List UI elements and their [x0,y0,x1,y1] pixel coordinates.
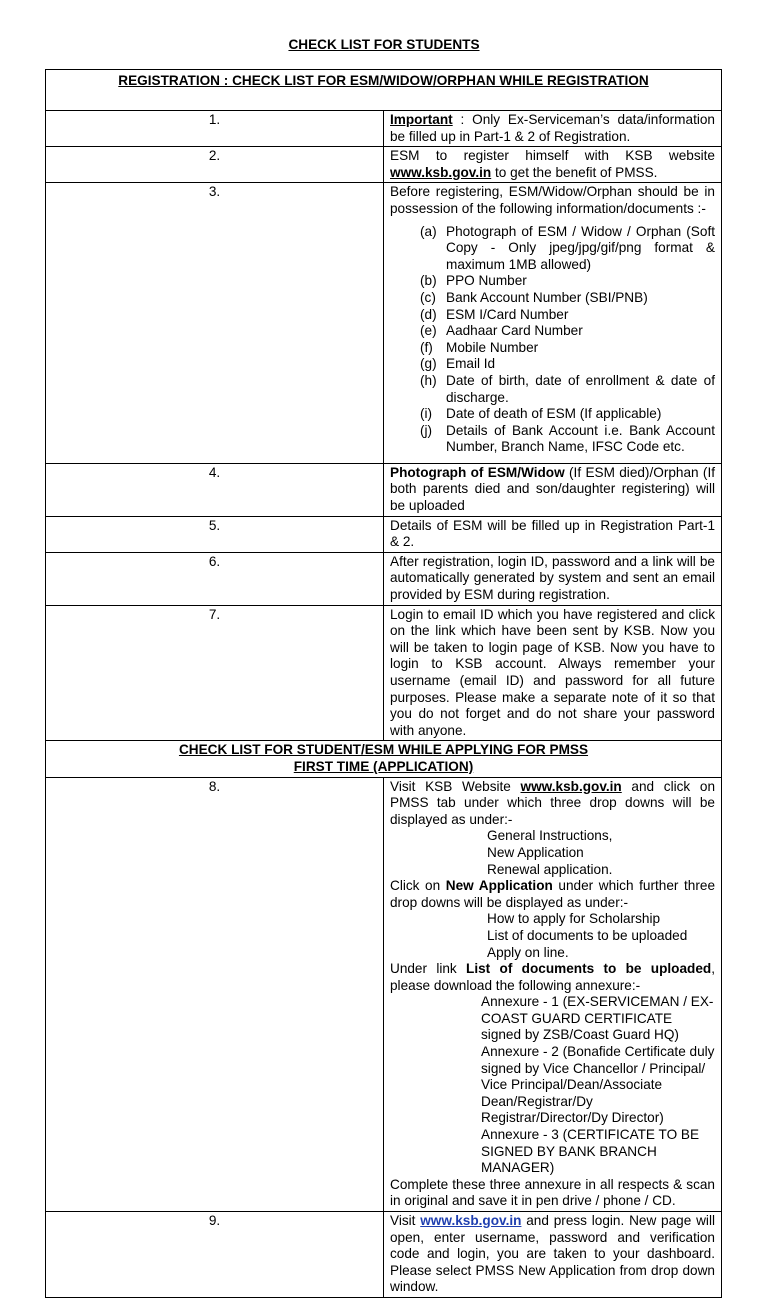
dropdown-item: Renewal application. [487,861,613,877]
row-number: 2. [46,147,384,183]
row-content: Photograph of ESM/Widow (If ESM died)/Orphan (If both parents died and son/daughter registering) will be uploaded [384,463,722,516]
row-content: ESM to register himself with KSB website www.ksb.gov.in to get the benefit of PMSS. [384,147,722,183]
table-row [46,463,722,516]
row-number: 5. [46,516,384,552]
list-item: (b) PPO Number [420,273,527,289]
dropdown-item: How to apply for Scholarship [487,911,661,927]
checklist-table [45,69,722,1298]
section-header-row [46,70,722,111]
row-content [384,183,722,464]
list-item: (f) Mobile Number [420,339,539,355]
ksb-website-link[interactable]: www.ksb.gov.in [420,1213,522,1228]
page-title: CHECK LIST FOR STUDENTS [288,37,480,52]
annexure-item: Annexure - 2 (Bonafide Certificate duly signed by Vice Chancellor / Principal/ Vice Principal/Dean/Associate Dean/Registrar/Dy Registrar/Director/Dy Director) [481,1044,715,1126]
row-content: Important : Only Ex-Serviceman’s data/information be filled up in Part-1 & 2 of Registration. [384,111,722,147]
row-content: Login to email ID which you have registered and click on the link which have been sent by KSB. Now you will be taken to login page of KSB. Now you have to login to KSB account. Always remember your username (email ID) and password for all future purposes. Please make a separate note of it so that you do not forget and do not share your password with anyone. [384,605,722,741]
row-content: After registration, login ID, password and a link will be automatically generated by system and sent an email provided by ESM during registration. [384,552,722,605]
section-header-application [46,741,722,777]
complete-instruction: Complete these three annexure in all respects & scan in original and save it in pen drive / phone / CD. [390,1176,715,1209]
table-row [46,1212,722,1298]
ksb-website-link[interactable]: www.ksb.gov.in [390,164,492,180]
row-content: Visit KSB Website www.ksb.gov.in and click on PMSS tab under which three drop downs will be displayed as under:- General Instructions, New Application Renewal application. Click on New Application under which further three drop downs will be displayed as under:- How to apply for Scholarship List of documents to be uploaded Apply on line. Under link List of documents to be uploaded, please download the following annexure:- Annexure - 1 (EX-SERVICEMAN / EX-COAST GUARD CERTIFICATE signed by ZSB/Coast Guard HQ) Annexure - 2 (Bonafide Certificate duly signed by Vice Chancellor / Principal/ Vice Principal/Dean/Associate Dean/Registrar/Dy Registrar/Director/Dy Director) Annexure - 3 (CERTIFICATE TO BE SIGNED BY BANK BRANCH MANAGER) Complete these three annexure in all respects & scan in original and save it in pen drive / phone / CD. [384,777,722,1211]
table-row [46,183,722,464]
table-row [46,552,722,605]
list-item: (c) Bank Account Number (SBI/PNB) [420,289,648,305]
dropdown-item: Apply on line. [487,944,569,960]
list-item: (j) Details of Bank Account i.e. Bank Account Number, Branch Name, IFSC Code etc. [420,422,715,455]
table-row [46,111,722,147]
table-row [46,777,722,1211]
list-item: (i) Date of death of ESM (If applicable) [420,406,662,422]
documents-list [390,224,715,456]
row-content: Visit www.ksb.gov.in and press login. New page will open, enter username, password and verification code and login, you are taken to your dashboard. Please select PMSS New Application from drop down window. [384,1212,722,1298]
list-item: (g) Email Id [420,356,496,372]
list-item: (h) Date of birth, date of enrollment & date of discharge. [420,372,715,405]
section-header-line2: FIRST TIME (APPLICATION) [293,758,474,774]
annexure-item: Annexure - 3 (CERTIFICATE TO BE SIGNED BY BANK BRANCH MANAGER) [481,1127,700,1176]
list-item: (a) Photograph of ESM / Widow / Orphan (Soft Copy - Only jpeg/jpg/gif/png format & maximum 1MB allowed) [420,223,715,272]
row-content: Details of ESM will be filled up in Registration Part-1 & 2. [384,516,722,552]
row-number: 7. [46,605,384,741]
section-header-row [46,741,722,777]
annexure-item: Annexure - 1 (EX-SERVICEMAN / EX-COAST GUARD CERTIFICATE signed by ZSB/Coast Guard HQ) [481,994,714,1043]
section-header-registration: REGISTRATION : CHECK LIST FOR ESM/WIDOW/ORPHAN WHILE REGISTRATION [46,70,722,111]
row-number: 8. [46,777,384,1211]
dropdown-item: New Application [487,844,584,860]
table-row [46,516,722,552]
ksb-website-link[interactable]: www.ksb.gov.in [520,778,622,794]
row-number: 3. [46,183,384,464]
row-number: 9. [46,1212,384,1298]
table-row [46,147,722,183]
list-item: (d) ESM I/Card Number [420,306,569,322]
row-number: 1. [46,111,384,147]
list-item: (e) Aadhaar Card Number [420,323,583,339]
section-header-line1: CHECK LIST FOR STUDENT/ESM WHILE APPLYING FOR PMSS [178,742,589,758]
row-number: 6. [46,552,384,605]
dropdown-item: List of documents to be uploaded [487,927,688,943]
table-row [46,605,722,741]
documents-intro: Before registering, ESM/Widow/Orphan should be in possession of the following information/documents :- [390,184,715,216]
dropdown-item: General Instructions, [487,828,613,844]
row-number: 4. [46,463,384,516]
